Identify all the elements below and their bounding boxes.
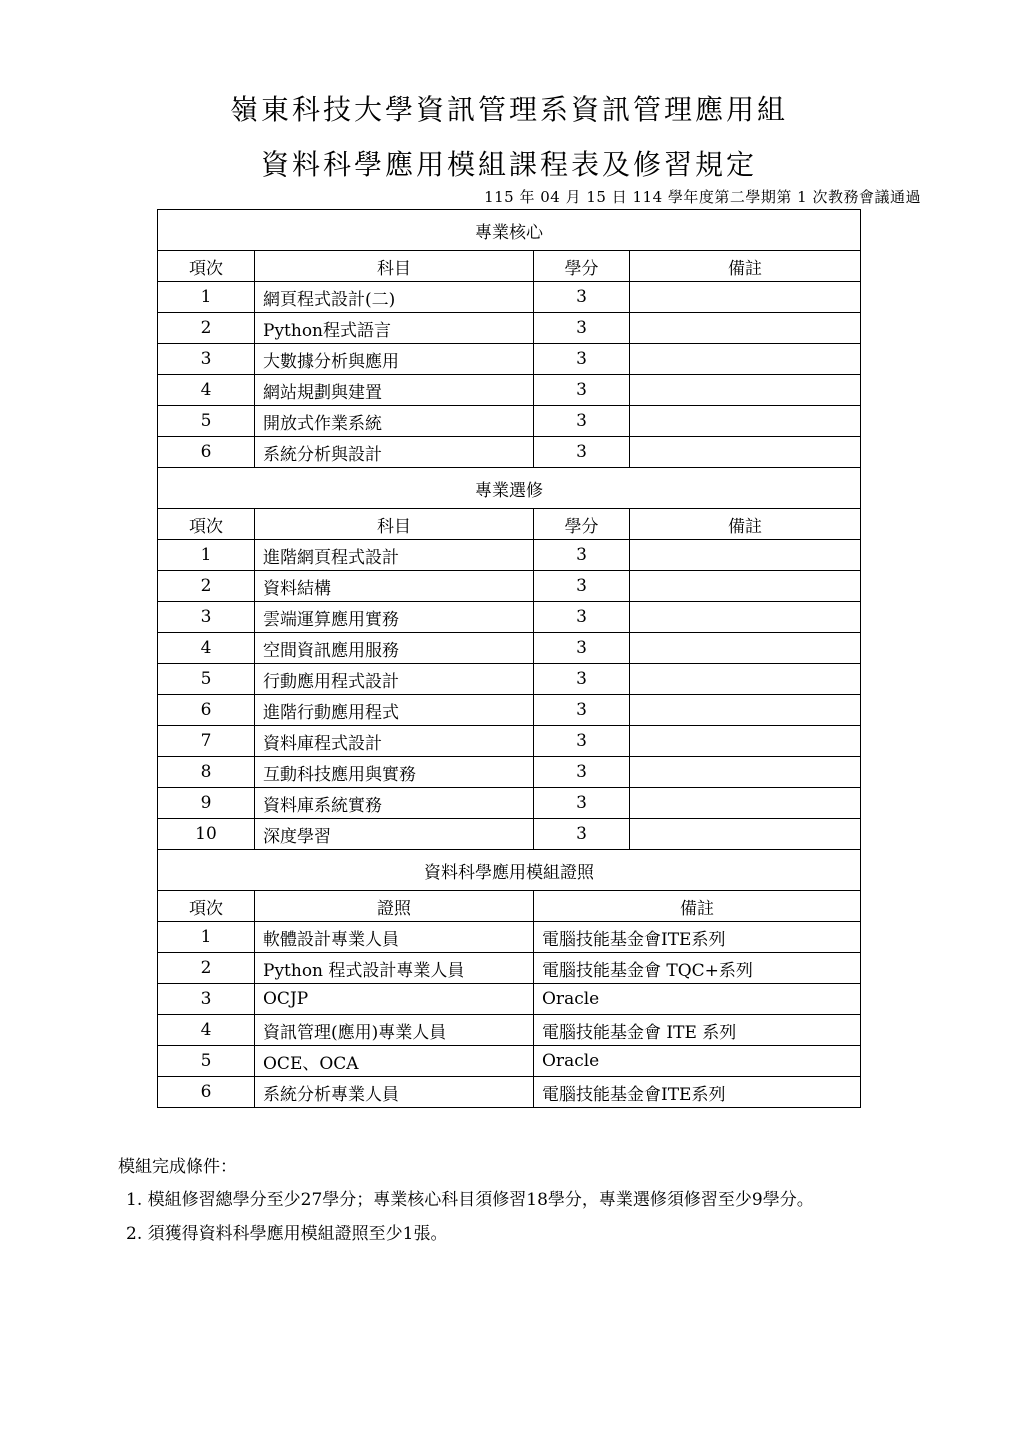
note-cell <box>630 282 861 313</box>
note-cell <box>630 819 861 850</box>
row-number: 6 <box>158 437 255 468</box>
subject-cell: 空間資訊應用服務 <box>255 633 534 664</box>
core-section-title: 專業核心 <box>158 210 861 251</box>
table-row <box>158 540 861 571</box>
note-cell: 電腦技能基金會ITE系列 <box>534 922 861 953</box>
subject-cell: 網頁程式設計(二) <box>255 282 534 313</box>
row-number: 1 <box>158 282 255 313</box>
row-number: 3 <box>158 344 255 375</box>
table-row <box>158 313 861 344</box>
row-number: 6 <box>158 695 255 726</box>
row-number: 4 <box>158 633 255 664</box>
note-cell: Oracle <box>534 1046 861 1077</box>
credits-cell: 3 <box>534 695 630 726</box>
row-number: 2 <box>158 313 255 344</box>
row-number: 1 <box>158 540 255 571</box>
note-cell <box>630 540 861 571</box>
note-cell <box>630 664 861 695</box>
elective-header-row <box>158 509 861 540</box>
table-row <box>158 406 861 437</box>
table-row <box>158 1046 861 1077</box>
subject-cell: 資料庫程式設計 <box>255 726 534 757</box>
document-subtitle: 資料科學應用模組課程表及修習規定 <box>260 148 757 181</box>
row-number: 7 <box>158 726 255 757</box>
core-header-row <box>158 251 861 282</box>
note-cell <box>630 406 861 437</box>
credits-cell: 3 <box>534 282 630 313</box>
completion-item: 1. 模組修習總學分至少27學分；專業核心科目須修習18學分，專業選修須修習至少9學分。 <box>126 1190 814 1210</box>
note-cell <box>630 757 861 788</box>
cert-cell: 軟體設計專業人員 <box>255 922 534 953</box>
row-number: 5 <box>158 406 255 437</box>
document-title: 嶺東科技大學資訊管理系資訊管理應用組 <box>229 93 788 126</box>
course-table <box>157 209 861 1108</box>
completion-item: 2. 須獲得資料科學應用模組證照至少1張。 <box>126 1224 448 1244</box>
column-header-note: 備註 <box>630 509 861 540</box>
cert-cell: OCE、OCA <box>255 1046 534 1077</box>
column-header-note: 備註 <box>534 891 861 922</box>
row-number: 6 <box>158 1077 255 1108</box>
table-row <box>158 375 861 406</box>
certs-header-row <box>158 891 861 922</box>
note-cell <box>630 788 861 819</box>
credits-cell: 3 <box>534 819 630 850</box>
column-header-no: 項次 <box>158 251 255 282</box>
credits-cell: 3 <box>534 437 630 468</box>
completion-conditions <box>118 1152 814 1253</box>
row-number: 9 <box>158 788 255 819</box>
subject-cell: 深度學習 <box>255 819 534 850</box>
note-cell: Oracle <box>534 984 861 1015</box>
subject-cell: 大數據分析與應用 <box>255 344 534 375</box>
row-number: 4 <box>158 1015 255 1046</box>
table-row <box>158 664 861 695</box>
column-header-cert: 證照 <box>255 891 534 922</box>
credits-cell: 3 <box>534 540 630 571</box>
cert-cell: Python 程式設計專業人員 <box>255 953 534 984</box>
column-header-note: 備註 <box>630 251 861 282</box>
subject-cell: 雲端運算應用實務 <box>255 602 534 633</box>
table-row <box>158 602 861 633</box>
table-row <box>158 984 861 1015</box>
note-cell <box>630 602 861 633</box>
subject-cell: 網站規劃與建置 <box>255 375 534 406</box>
table-row <box>158 819 861 850</box>
column-header-subject: 科目 <box>255 509 534 540</box>
credits-cell: 3 <box>534 788 630 819</box>
row-number: 10 <box>158 819 255 850</box>
row-number: 1 <box>158 922 255 953</box>
note-cell <box>630 344 861 375</box>
credits-cell: 3 <box>534 633 630 664</box>
row-number: 3 <box>158 602 255 633</box>
approval-note: 115 年 04 月 15 日 114 學年度第二學期第 1 次教務會議通過 <box>484 188 921 206</box>
credits-cell: 3 <box>534 602 630 633</box>
note-cell <box>630 633 861 664</box>
column-header-subject: 科目 <box>255 251 534 282</box>
credits-cell: 3 <box>534 375 630 406</box>
row-number: 2 <box>158 953 255 984</box>
table-row <box>158 788 861 819</box>
table-row <box>158 633 861 664</box>
credits-cell: 3 <box>534 726 630 757</box>
row-number: 8 <box>158 757 255 788</box>
subject-cell: Python程式語言 <box>255 313 534 344</box>
row-number: 4 <box>158 375 255 406</box>
note-cell <box>630 375 861 406</box>
subject-cell: 開放式作業系統 <box>255 406 534 437</box>
table-row <box>158 1077 861 1108</box>
note-cell: 電腦技能基金會 TQC+系列 <box>534 953 861 984</box>
cert-cell: 系統分析專業人員 <box>255 1077 534 1108</box>
note-cell: 電腦技能基金會ITE系列 <box>534 1077 861 1108</box>
certs-section-row <box>158 850 861 891</box>
column-header-credits: 學分 <box>534 509 630 540</box>
certs-section-title: 資料科學應用模組證照 <box>158 850 861 891</box>
completion-heading: 模組完成條件： <box>118 1157 237 1177</box>
note-cell <box>630 695 861 726</box>
note-cell: 電腦技能基金會 ITE 系列 <box>534 1015 861 1046</box>
table-row <box>158 953 861 984</box>
table-row <box>158 344 861 375</box>
table-row <box>158 571 861 602</box>
note-cell <box>630 313 861 344</box>
note-cell <box>630 726 861 757</box>
subject-cell: 資料結構 <box>255 571 534 602</box>
table-row <box>158 437 861 468</box>
subject-cell: 系統分析與設計 <box>255 437 534 468</box>
cert-cell: 資訊管理(應用)專業人員 <box>255 1015 534 1046</box>
row-number: 5 <box>158 664 255 695</box>
subject-cell: 互動科技應用與實務 <box>255 757 534 788</box>
column-header-credits: 學分 <box>534 251 630 282</box>
table-row <box>158 695 861 726</box>
note-cell <box>630 437 861 468</box>
credits-cell: 3 <box>534 406 630 437</box>
credits-cell: 3 <box>534 344 630 375</box>
cert-cell: OCJP <box>255 984 534 1015</box>
note-cell <box>630 571 861 602</box>
row-number: 3 <box>158 984 255 1015</box>
subject-cell: 進階網頁程式設計 <box>255 540 534 571</box>
table-row <box>158 282 861 313</box>
row-number: 5 <box>158 1046 255 1077</box>
credits-cell: 3 <box>534 664 630 695</box>
subject-cell: 進階行動應用程式 <box>255 695 534 726</box>
column-header-no: 項次 <box>158 509 255 540</box>
credits-cell: 3 <box>534 757 630 788</box>
row-number: 2 <box>158 571 255 602</box>
elective-section-title: 專業選修 <box>158 468 861 509</box>
credits-cell: 3 <box>534 313 630 344</box>
table-row <box>158 726 861 757</box>
subject-cell: 資料庫系統實務 <box>255 788 534 819</box>
core-section-row <box>158 210 861 251</box>
table-row <box>158 757 861 788</box>
subject-cell: 行動應用程式設計 <box>255 664 534 695</box>
credits-cell: 3 <box>534 571 630 602</box>
column-header-no: 項次 <box>158 891 255 922</box>
table-row <box>158 1015 861 1046</box>
table-row <box>158 922 861 953</box>
elective-section-row <box>158 468 861 509</box>
